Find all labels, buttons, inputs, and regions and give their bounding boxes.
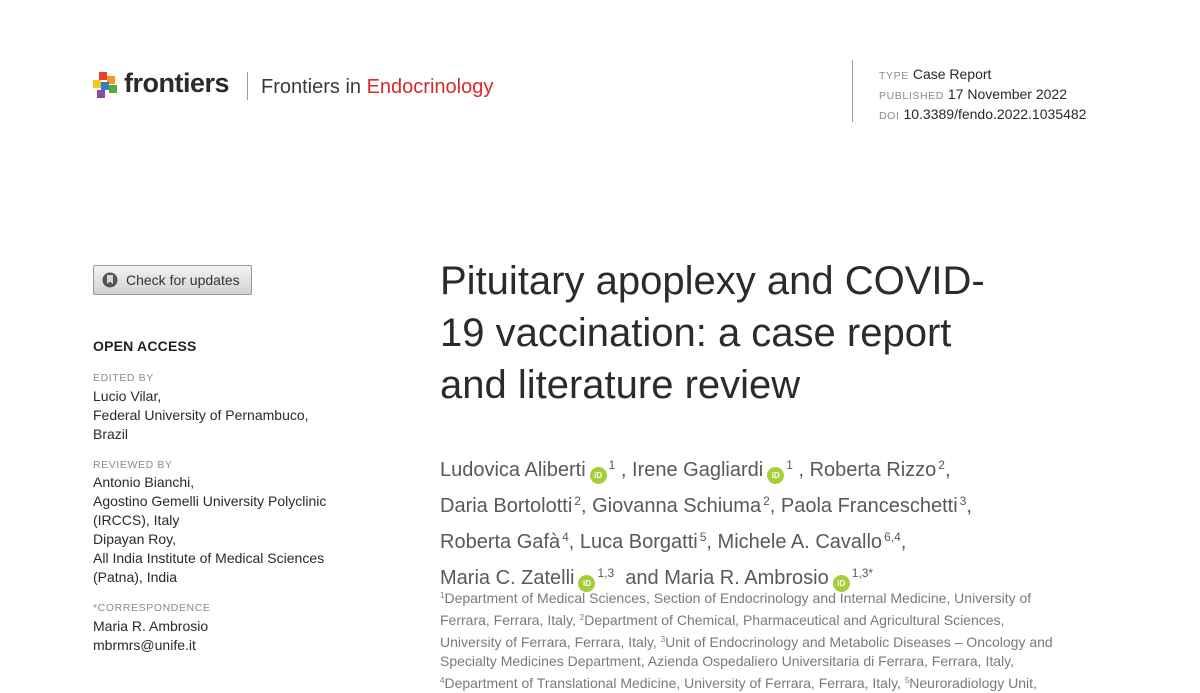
meta-published-label: PUBLISHED	[879, 90, 944, 102]
affiliation-text: University of Ferrara, Ferrara, Italy,	[440, 634, 661, 650]
author-affil-ref: 2	[763, 494, 770, 508]
orcid-icon[interactable]: iD	[590, 467, 607, 484]
brand-name: frontiers	[124, 68, 230, 98]
affiliation-line	[440, 630, 1120, 652]
affiliation-text: Ferrara, Ferrara, Italy,	[440, 612, 580, 628]
correspondence-email[interactable]: mbrmrs@unife.it	[93, 637, 196, 653]
author-name[interactable]: and Maria R. Ambrosio	[625, 567, 829, 589]
orcid-icon[interactable]: iD	[833, 575, 850, 592]
author-list	[440, 450, 1180, 594]
article-title	[440, 255, 1140, 411]
title-line: 19 vaccination: a case report	[440, 311, 952, 355]
affiliation-text: Unit of Endocrinology and Metabolic Diseases – Oncology and	[665, 634, 1053, 650]
edited-by-line: Lucio Vilar,	[93, 388, 162, 404]
affiliations	[440, 586, 1120, 693]
affiliation-text: Specialty Medicines Department, Azienda Ospedaliero Universitaria di Ferrara, Ferrara, Italy,	[440, 653, 1014, 669]
meta-divider	[852, 60, 853, 122]
affiliation-line	[440, 586, 1120, 608]
meta-doi-label: DOI	[879, 110, 900, 122]
author-separator: ,	[966, 495, 972, 517]
frontiers-logo-icon	[93, 72, 119, 100]
check-for-updates-button[interactable]	[93, 265, 252, 295]
author-name[interactable]: Ludovica Aliberti	[440, 459, 586, 481]
author-name[interactable]: , Roberta Rizzo	[798, 459, 937, 481]
meta-type-value: Case Report	[912, 66, 992, 82]
correspondence-name: Maria R. Ambrosio	[93, 618, 209, 634]
author-affil-ref: 5	[699, 530, 707, 544]
affil-number: 2	[579, 613, 585, 622]
author-affil-ref: 6,4	[884, 530, 901, 544]
author-name[interactable]: , Luca Borgatti	[568, 531, 698, 553]
author-name[interactable]: Maria C. Zatelli	[440, 567, 575, 589]
affiliation-line	[440, 652, 1120, 671]
journal-name	[261, 76, 493, 99]
title-line: Pituitary apoplexy and COVID-	[440, 259, 985, 303]
meta-doi-value[interactable]: 10.3389/fendo.2022.1035482	[903, 106, 1087, 122]
meta-published	[879, 86, 1067, 102]
journal-prefix: Frontiers in	[261, 76, 362, 98]
check-for-updates-label: Check for updates	[126, 272, 240, 288]
author-name[interactable]: Roberta Gafà	[440, 531, 561, 553]
affiliation-text: Neuroradiology Unit,	[909, 675, 1037, 691]
author-affil-ref: 1,3	[597, 566, 615, 580]
header-divider	[247, 72, 248, 100]
author-name[interactable]: Daria Bortolotti	[440, 495, 573, 517]
correspondence-label: *CORRESPONDENCE	[93, 602, 211, 614]
journal-accent: Endocrinology	[366, 76, 494, 98]
author-line	[440, 522, 1180, 558]
author-line	[440, 486, 1180, 522]
author-name[interactable]: , Giovanna Schiuma	[580, 495, 762, 517]
orcid-icon[interactable]: iD	[767, 467, 784, 484]
bookmark-refresh-icon	[102, 271, 118, 289]
author-separator: ,	[900, 531, 907, 553]
author-name[interactable]: , Paola Franceschetti	[769, 495, 958, 517]
affiliation-text: Department of Medical Sciences, Section of Endocrinology and Internal Medicine, University of	[444, 590, 1032, 606]
reviewed-by-line: (Patna), India	[93, 569, 178, 585]
meta-published-value: 17 November 2022	[947, 86, 1067, 102]
author-affil-ref: 1	[608, 458, 616, 472]
meta-doi	[879, 106, 1086, 122]
edited-by-block	[93, 387, 309, 444]
author-affil-ref: 1	[786, 458, 793, 472]
orcid-icon[interactable]: iD	[578, 575, 595, 592]
reviewed-by-line: All India Institute of Medical Sciences	[93, 550, 325, 566]
author-affil-ref: 1,3*	[851, 566, 874, 580]
meta-type-label: TYPE	[879, 70, 909, 82]
open-access-label: OPEN ACCESS	[93, 338, 197, 354]
author-affil-ref: 2	[574, 494, 581, 508]
author-affil-ref: 3	[959, 494, 967, 508]
reviewed-by-line: Dipayan Roy,	[93, 531, 177, 547]
reviewed-by-line: Antonio Bianchi,	[93, 474, 195, 490]
correspondence-block	[93, 617, 208, 655]
affil-number: 1	[440, 591, 445, 600]
reviewed-by-label: REVIEWED BY	[93, 459, 173, 471]
meta-type	[879, 66, 991, 82]
title-line: and literature review	[440, 363, 801, 407]
author-name[interactable]: , Irene Gagliardi	[620, 459, 764, 481]
reviewed-by-block	[93, 473, 326, 587]
affiliation-text: Department of Translational Medicine, University of Ferrara, Ferrara, Italy,	[444, 675, 905, 691]
affiliation-line	[440, 608, 1120, 630]
affiliation-line	[440, 671, 1120, 693]
affil-number: 3	[660, 635, 666, 644]
author-line: Ludovica Aliberti $iD^1$ , Irene Gagliardi $iD^1$ , Roberta Rizzo $^2$,	[440, 450, 1180, 486]
reviewed-by-line: (IRCCS), Italy	[93, 512, 180, 528]
reviewed-by-line: Agostino Gemelli University Polyclinic	[93, 493, 327, 509]
author-affil-ref: 4	[562, 530, 569, 544]
affil-number: 5	[904, 676, 910, 685]
author-name[interactable]: , Michele A. Cavallo	[706, 531, 883, 553]
edited-by-label: EDITED BY	[93, 372, 154, 384]
affiliation-text: Department of Chemical, Pharmaceutical and Agricultural Sciences,	[584, 612, 1005, 628]
author-affil-ref: 2	[938, 458, 945, 472]
edited-by-line: Brazil	[93, 426, 129, 442]
edited-by-line: Federal University of Pernambuco,	[93, 407, 309, 423]
affil-number: 4	[440, 676, 445, 685]
